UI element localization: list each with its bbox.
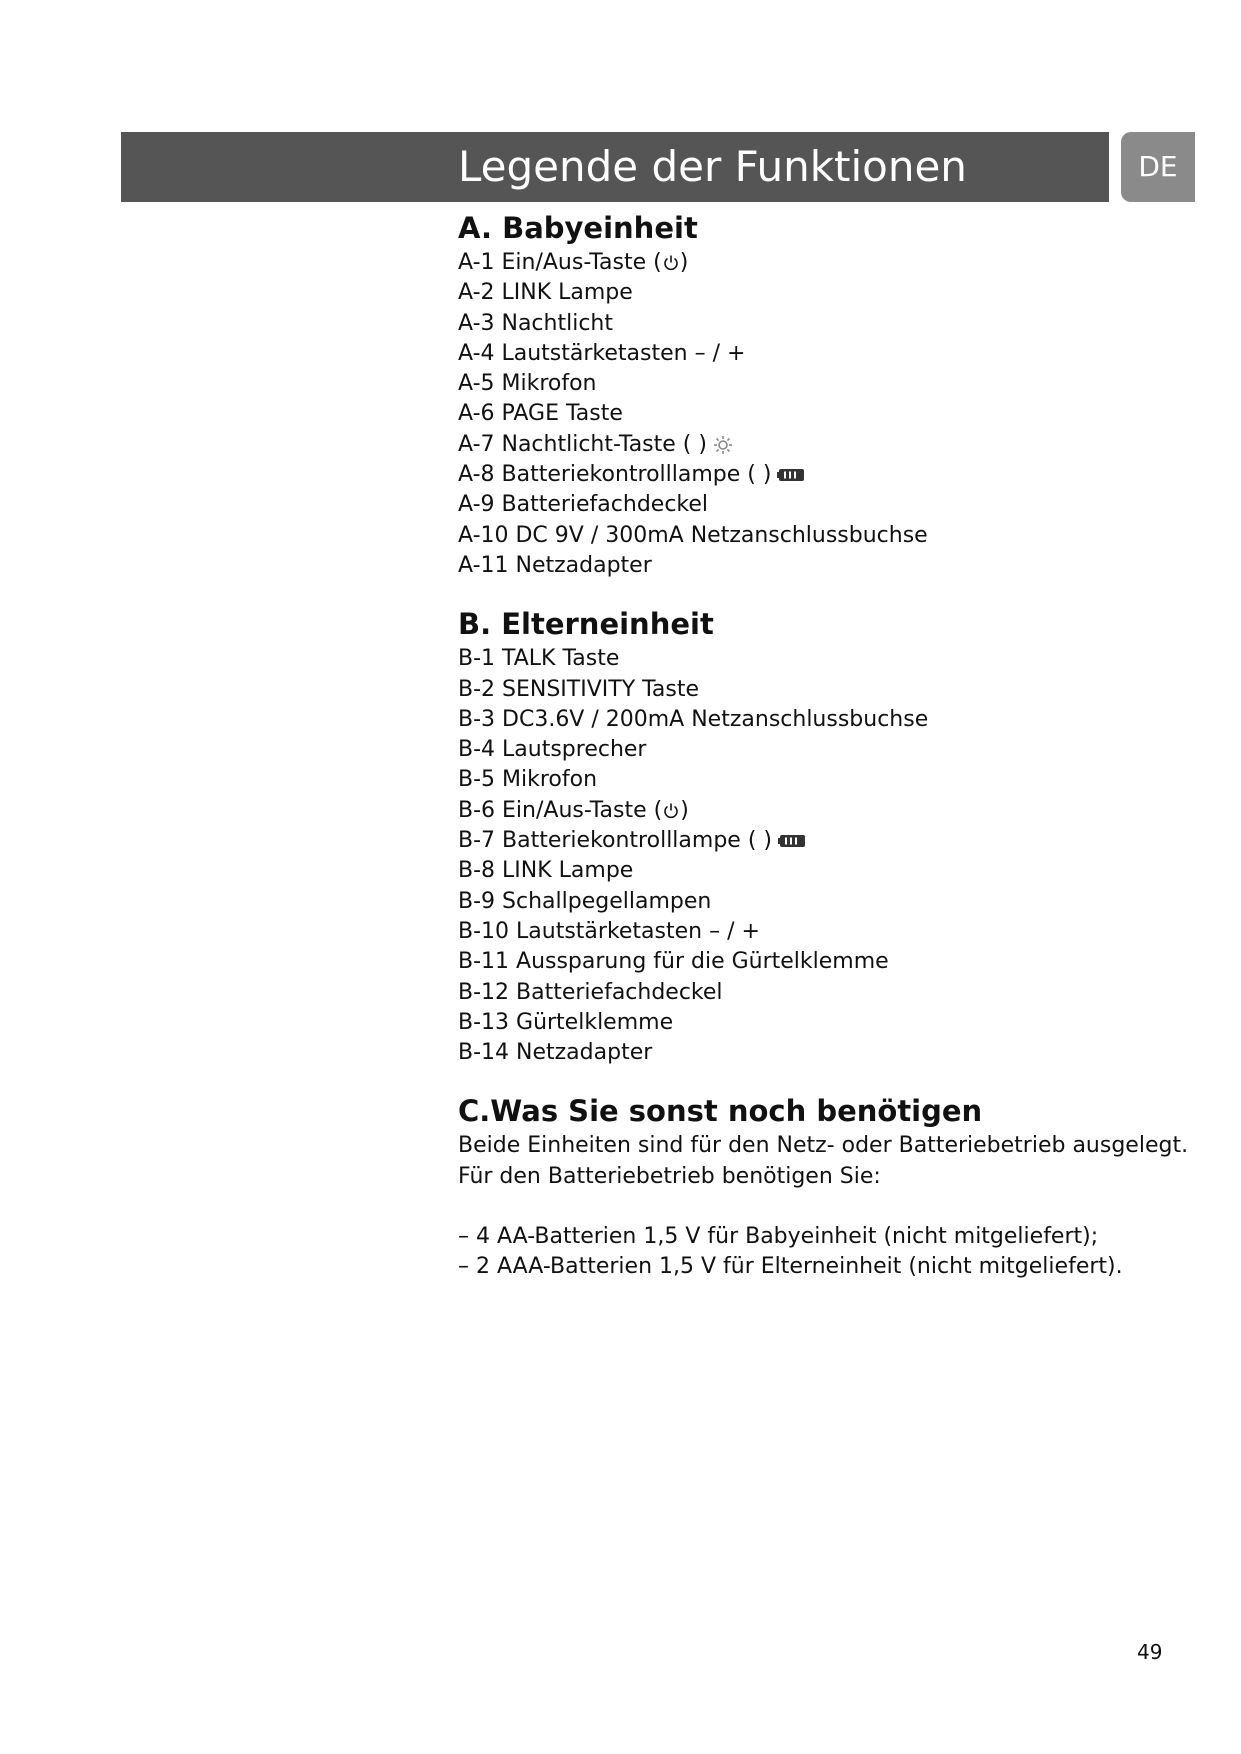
list-item-label: A-1 Ein/Aus-Taste (: [458, 250, 662, 275]
language-badge: DE: [1121, 132, 1195, 202]
list-item-label: A-3 Nachtlicht: [458, 310, 613, 336]
list-item: [458, 339, 1198, 369]
battery-icon: [777, 468, 805, 482]
list-item: [458, 248, 1198, 278]
list-item-label: B-1 TALK Taste: [458, 646, 620, 672]
paragraph: Für den Batteriebetrieb benötigen Sie:: [458, 1163, 881, 1189]
list-item: [458, 705, 1198, 735]
list-item-suffix: ): [679, 250, 689, 275]
list-item: [458, 551, 1198, 581]
list-item: [458, 917, 1198, 947]
list-item-label: A-11 Netzadapter: [458, 552, 652, 578]
list-item-label: B-13 Gürtelklemme: [458, 1009, 674, 1035]
power-icon: [663, 802, 679, 820]
list-item: [458, 521, 1198, 551]
list-item-label: A-10 DC 9V / 300mA Netzanschlussbuchse: [458, 522, 928, 548]
list-item-label: B-3 DC3.6V / 200mA Netzanschlussbuchse: [458, 706, 929, 732]
paragraph: Beide Einheiten sind für den Netz- oder Batteriebetrieb ausgelegt.: [458, 1133, 1189, 1159]
list-item: [458, 1038, 1198, 1068]
list-item-label: A-6 PAGE Taste: [458, 401, 623, 427]
page-title: Legende der Funktionen: [458, 142, 967, 191]
list-item: [458, 1008, 1198, 1038]
list-item: [458, 765, 1198, 795]
item-list: [458, 248, 1198, 581]
list-item: [458, 644, 1198, 674]
list-item: [458, 399, 1198, 429]
list-item: [458, 796, 1198, 826]
list-item-label: B-8 LINK Lampe: [458, 858, 634, 884]
battery-icon: [778, 834, 806, 848]
list-item-label: B-12 Batteriefachdeckel: [458, 979, 723, 1005]
list-item-label: B-9 Schallpegellampen: [458, 888, 712, 914]
list-item: [458, 826, 1198, 856]
page-number: 49: [1137, 1640, 1163, 1664]
list-item: [458, 978, 1198, 1008]
section-parent-unit: [458, 604, 1198, 1068]
bullet-item: – 4 AA-Batterien 1,5 V für Babyeinheit (nicht mitgeliefert);: [458, 1224, 1099, 1250]
section-requirements: [458, 1091, 1198, 1282]
list-item-label: A-2 LINK Lampe: [458, 280, 633, 306]
list-item: [458, 887, 1198, 917]
list-item: [458, 675, 1198, 705]
content: [458, 208, 1198, 1283]
list-item: [458, 735, 1198, 765]
list-item-label: A-4 Lautstärketasten – / +: [458, 340, 746, 366]
section-title: B. Elterneinheit: [458, 607, 714, 642]
list-item: [458, 278, 1198, 308]
list-item-suffix: ): [680, 797, 689, 823]
list-item-label: A-5 Mikrofon: [458, 371, 597, 397]
list-item: [458, 309, 1198, 339]
item-list: [458, 644, 1198, 1068]
list-item-label: B-2 SENSITIVITY Taste: [458, 676, 700, 702]
list-item-label: B-10 Lautstärketasten – / +: [458, 918, 760, 944]
list-item: [458, 430, 1198, 460]
list-item-label: A-9 Batteriefachdeckel: [458, 492, 709, 518]
list-item-label: B-14 Netzadapter: [458, 1040, 653, 1066]
list-item: [458, 460, 1198, 490]
list-item: [458, 490, 1198, 520]
list-item-label: B-4 Lautsprecher: [458, 737, 647, 763]
list-item-label: A-7 Nachtlicht-Taste ( ): [458, 431, 707, 457]
list-item-label: B-7 Batteriekontrolllampe ( ): [458, 828, 772, 854]
list-item: [458, 947, 1198, 977]
list-item-label: B-5 Mikrofon: [458, 767, 598, 793]
list-item-label: B-6 Ein/Aus-Taste (: [458, 797, 663, 823]
list-item-label: A-8 Batteriekontrolllampe ( ): [458, 462, 772, 488]
power-icon: [663, 254, 679, 272]
sun-icon: [713, 435, 733, 455]
section-title: C.Was Sie sonst noch benötigen: [458, 1094, 983, 1129]
section-title: A. Babyeinheit: [458, 211, 698, 245]
list-item: [458, 856, 1198, 886]
list-item-label: B-11 Aussparung für die Gürtelklemme: [458, 949, 889, 975]
section-baby-unit: [458, 208, 1198, 581]
bullet-item: – 2 AAA-Batterien 1,5 V für Elterneinheit (nicht mitgeliefert).: [458, 1254, 1123, 1280]
list-item: [458, 369, 1198, 399]
